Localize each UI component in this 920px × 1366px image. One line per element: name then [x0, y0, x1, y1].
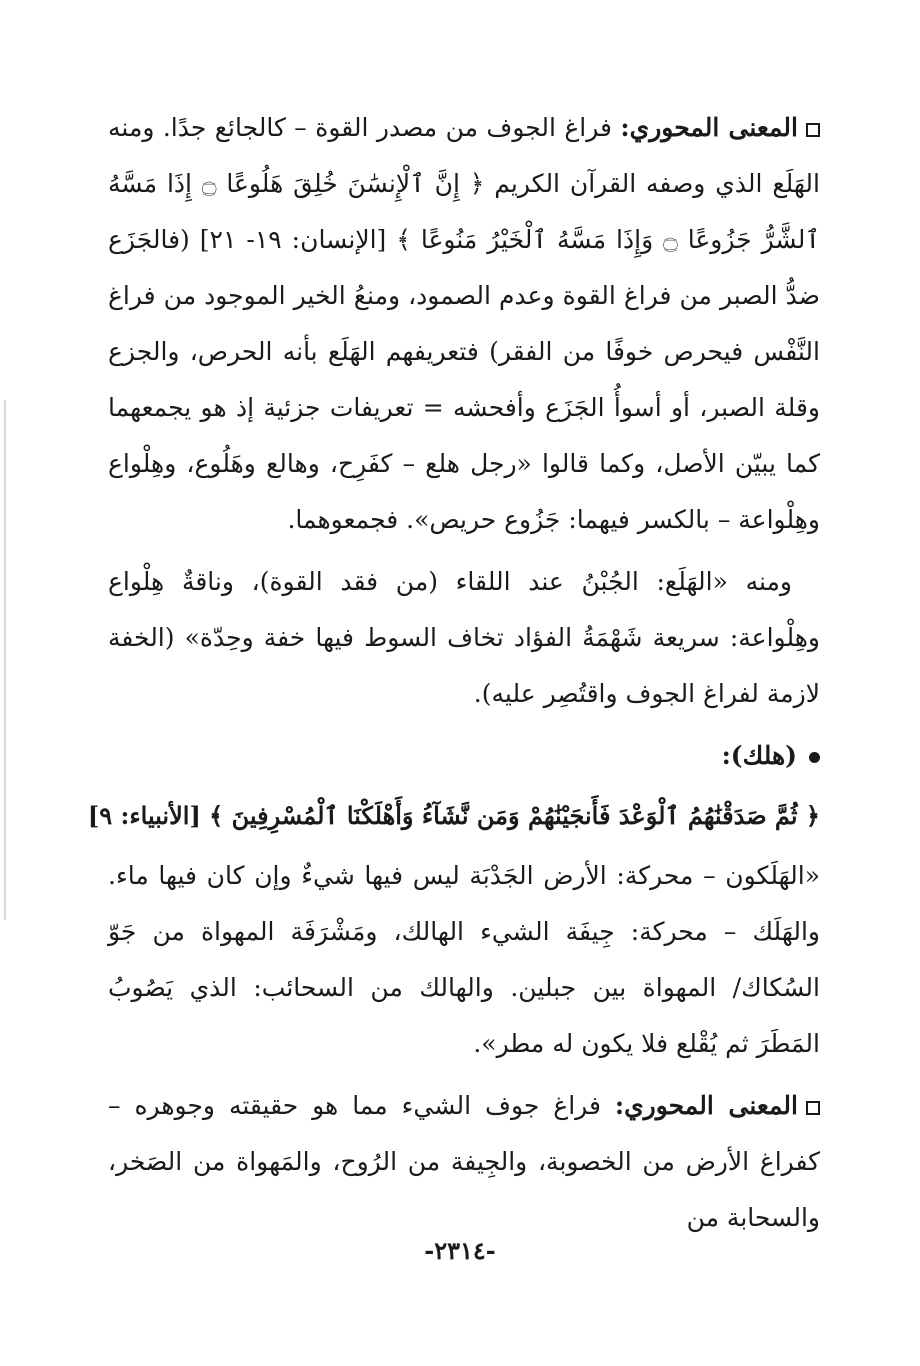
quran-verse: ﴿ ثُمَّ صَدَقْنَٰهُمُ ٱلْوَعْدَ فَأَنجَيْنَٰهُمْ وَمَن نَّشَآءُ وَأَهْلَكْنَا ٱلْمُسْرِفِينَ ﴾ [الأنبياء: ٩]	[87, 801, 820, 830]
square-bullet-icon	[806, 1101, 820, 1115]
paragraph-halak-definitions: «الهَلَكون – محركة: الأرض الجَدْبَة ليس فيها شيءٌ وإن كان فيها ماء. والهَلَك – محركة: جِيفَة الشيء الهالك، ومَشْرَفَة المهواة من جَوّ السُكاك/ المهواة بين جبلين. والهالك من السحائب: الذي يَصُوبُ المَطَرَ ثم يُقْلع فلا يكون له مطر».	[108, 861, 820, 1058]
square-bullet-icon	[806, 123, 820, 137]
page-number: -٢٣١٤-	[424, 1236, 496, 1265]
paragraph-text: فراغ جوف الشيء مما هو حقيقته وجوهره – كفراغ الأرض من الخصوبة، والجِيفة من الرُوح، والمَهواة من الصَخر، والسحابة من	[108, 1091, 820, 1232]
core-meaning-label: المعنى المحوري:	[620, 113, 798, 142]
scan-margin-line	[4, 400, 6, 920]
core-meaning-label: المعنى المحوري:	[614, 1091, 798, 1120]
paragraph-halaa-meaning: ومنه «الهَلَع: الجُبْنُ عند اللقاء (من فقد القوة)، وناقةٌ هِلْواع وهِلْواعة: سريعة شَهْمَةُ الفؤاد تخاف السوط فيها خفة وحِدّة» (الخفة لازمة لفراغ الجوف واقتُصِر عليه).	[108, 567, 820, 708]
paragraph-text: فراغ الجوف من مصدر القوة – كالجائع جدًا. ومنه الهَلَع الذي وصفه القرآن الكريم ﴿ إِنَّ ٱلْإِنسَٰنَ خُلِقَ هَلُوعًا ۝ إِذَا مَسَّهُ ٱلشَّرُّ جَزُوعًا ۝ وَإِذَا مَسَّهُ ٱلْخَيْرُ مَنُوعًا ﴾ [الإنسان: ١٩- ٢١] (فالجَزَع ضدُّ الصبر من فراغ القوة وعدم الصمود، ومنعُ الخير الموجود من فراغ النَّفْس فيحرص خوفًا من الفقر) فتعريفهم الهَلَع بأنه الحرص، والجزع وقلة الصبر، أو أسوأُ الجَزَع وأفحشه = تعريفات جزئية إذ هو يجمعهما كما يبيّن الأصل، وكما قالوا «رجل هلع – كفَرِح، وهالع وهَلُوع، وهِلْواع وهِلْواعة – بالكسر فيهما: جَزُوع حريص». فجمعوهما.	[108, 113, 820, 534]
entry-heading	[108, 728, 820, 784]
paragraph-core-meaning-2	[108, 1078, 820, 1246]
document-page	[87, 100, 820, 1252]
paragraph-core-meaning-1	[108, 100, 820, 548]
round-bullet-icon	[809, 752, 820, 763]
entry-heading-text: (هلك):	[721, 741, 797, 770]
